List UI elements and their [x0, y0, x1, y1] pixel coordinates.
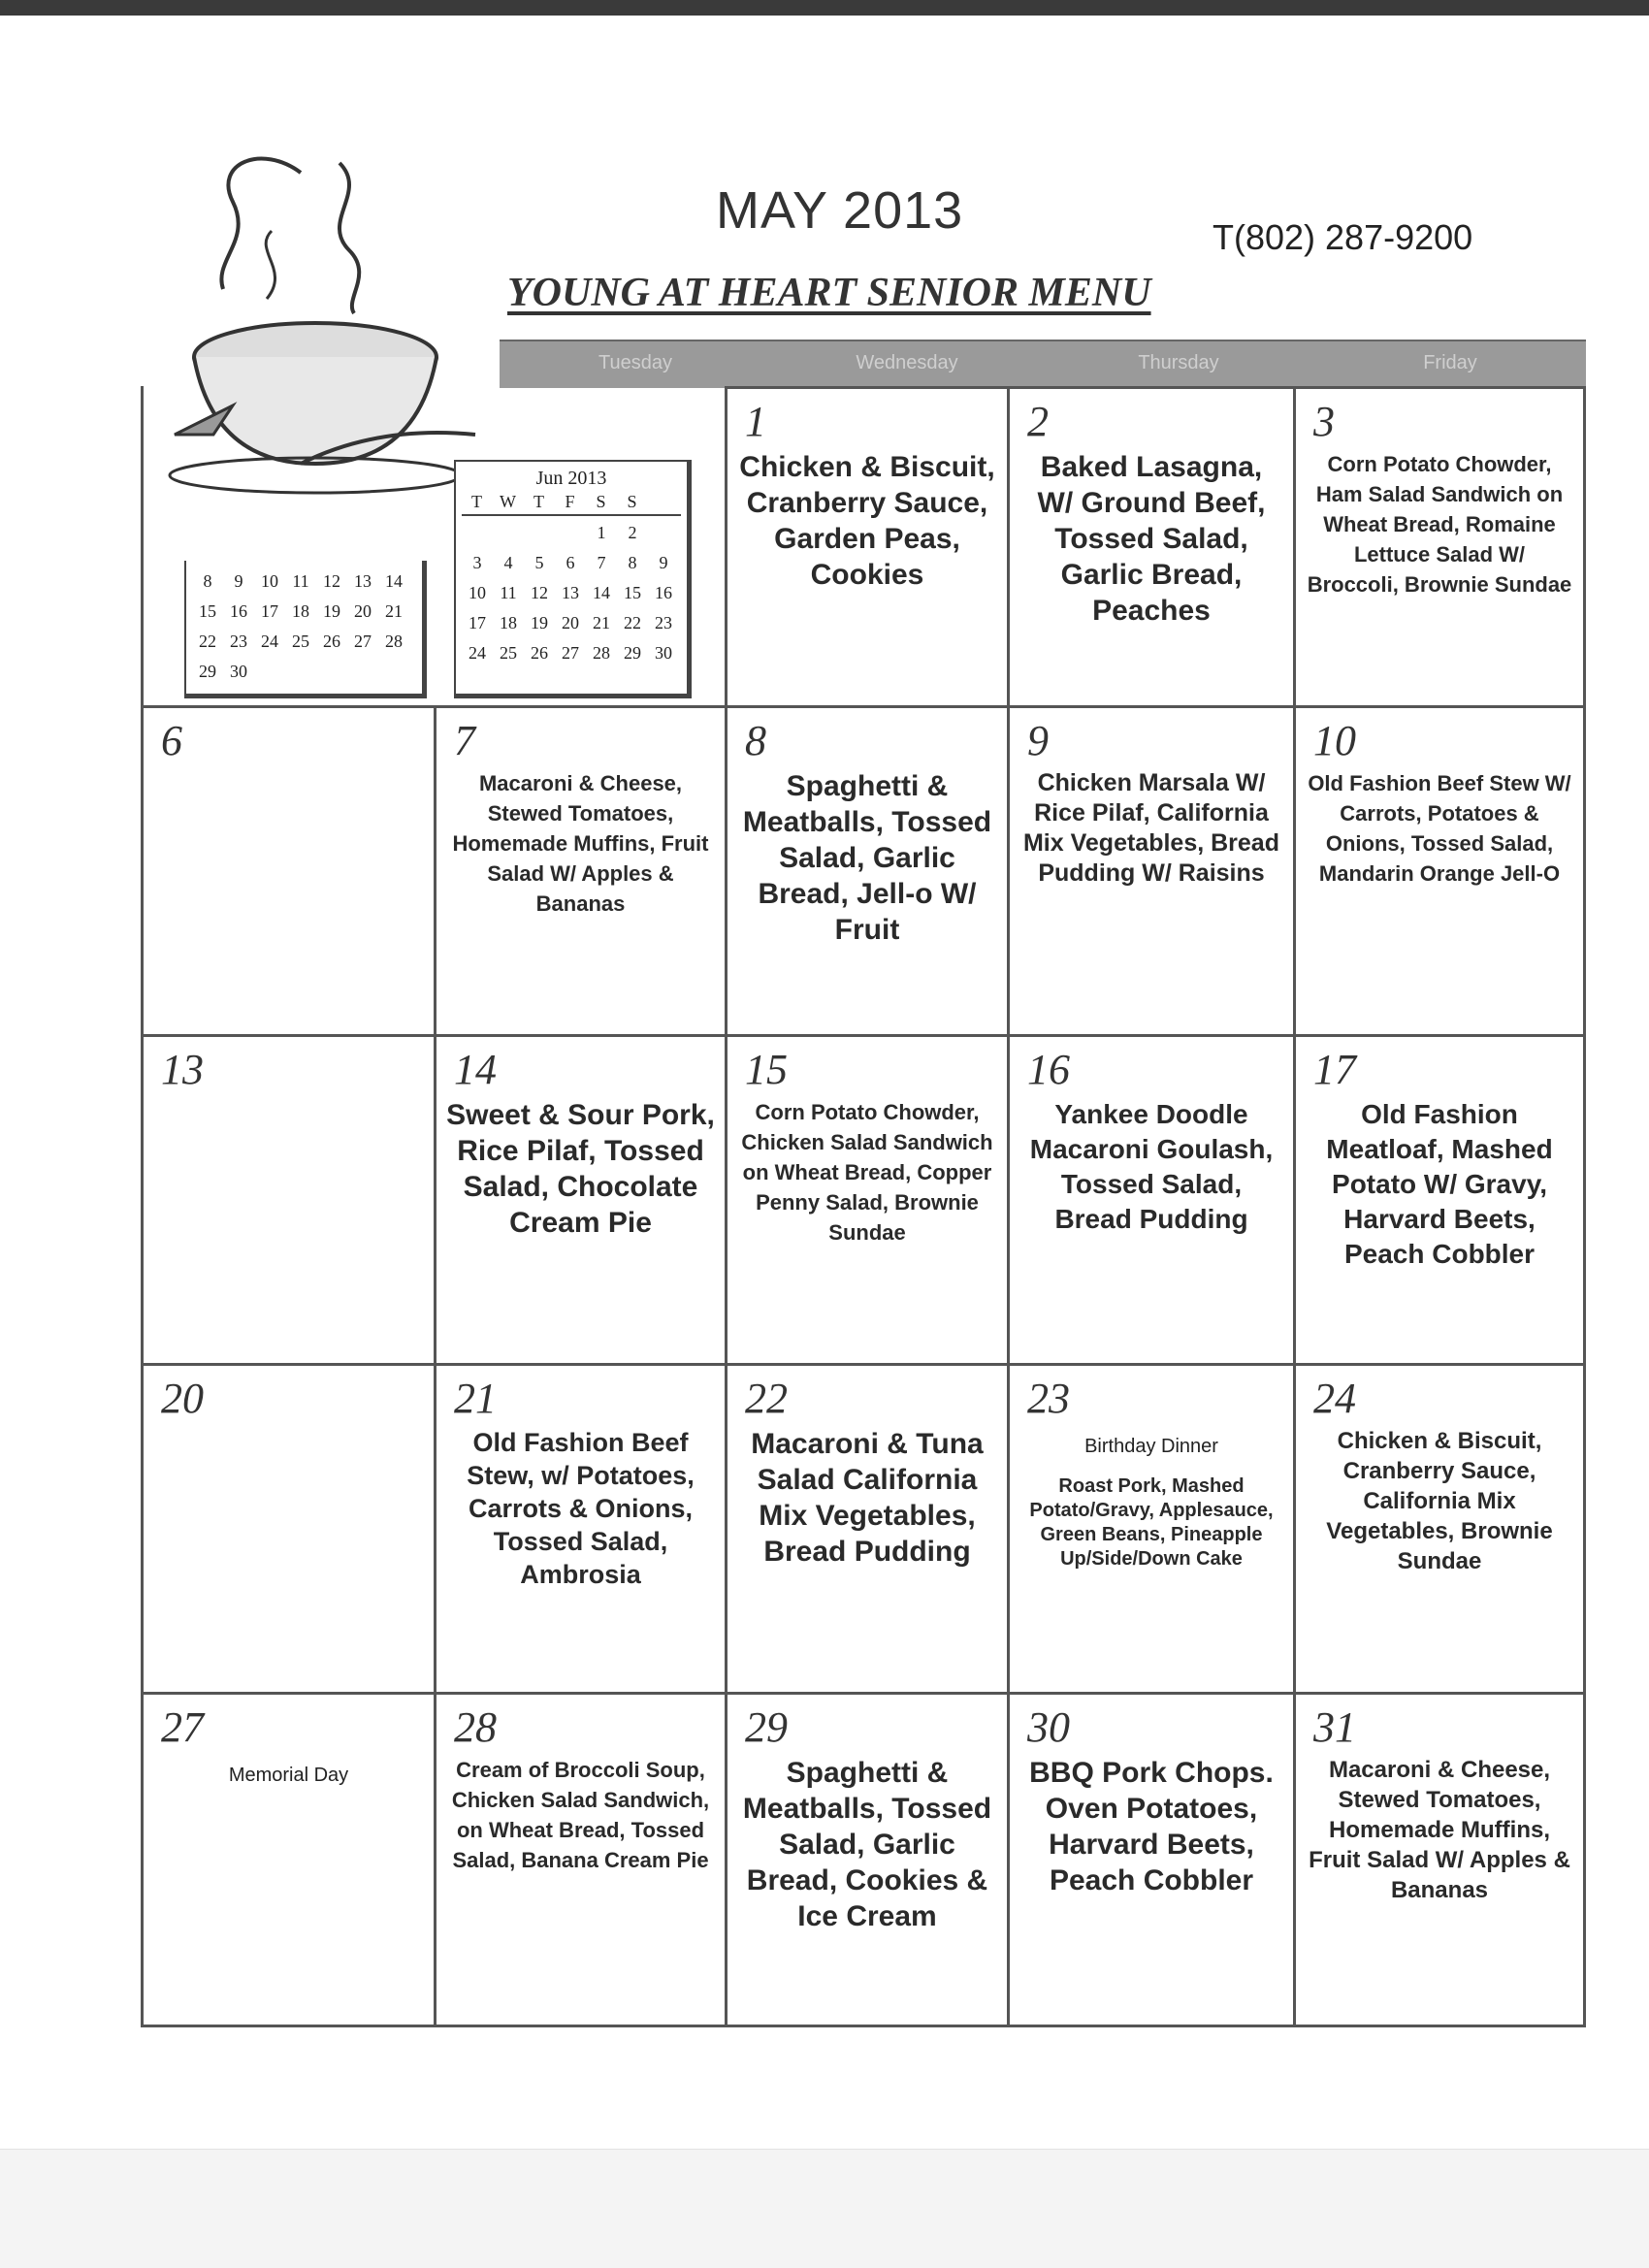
- menu-calendar-grid: [141, 340, 1586, 2027]
- day-cell-9: 9 Chicken Marsala W/ Rice Pilaf, California Mix Vegetables, Bread Pudding W/ Raisins: [1007, 705, 1296, 1037]
- weekday-tuesday: Tuesday: [598, 352, 672, 373]
- day-cell-14: 14 Sweet & Sour Pork, Rice Pilaf, Tossed Salad, Chocolate Cream Pie: [434, 1034, 728, 1366]
- day-cell-10: 10 Old Fashion Beef Stew W/ Carrots, Potatoes & Onions, Tossed Salad, Mandarin Orange Jell-O: [1293, 705, 1586, 1037]
- day-cell-1: 1 Chicken & Biscuit, Cranberry Sauce, Garden Peas, Cookies: [725, 386, 1010, 708]
- birthday-dinner-note: Birthday Dinner: [1084, 1436, 1218, 1457]
- meal-text: Corn Potato Chowder, Chicken Salad Sandwich on Wheat Bread, Copper Penny Salad, Brownie Sundae: [741, 1100, 993, 1245]
- mini-calendar-june: Jun 2013 T W T F S S 1 2 3 4 5 6 7 8 9 10 11 12 13 14 15 16 17 18 19 20 21 22 23 24 25 26 27 28 29 30: [454, 460, 692, 698]
- day-cell-20: 20: [141, 1363, 436, 1695]
- meal-text: Chicken & Biscuit, Cranberry Sauce, Garden Peas, Cookies: [739, 451, 995, 591]
- scan-top-edge: [0, 0, 1649, 16]
- meal-text: Macaroni & Cheese, Stewed Tomatoes, Homemade Muffins, Fruit Salad W/ Apples & Bananas: [1309, 1757, 1570, 1903]
- weekday-thursday: Thursday: [1138, 352, 1219, 373]
- weekday-header: [500, 340, 1586, 388]
- meal-text: Baked Lasagna, W/ Ground Beef, Tossed Salad, Garlic Bread, Peaches: [1037, 451, 1266, 627]
- meal-text: Macaroni & Cheese, Stewed Tomatoes, Homemade Muffins, Fruit Salad W/ Apples & Bananas: [452, 771, 709, 916]
- day-cell-30: 30 BBQ Pork Chops. Oven Potatoes, Harvard Beets, Peach Cobbler: [1007, 1692, 1296, 2027]
- day-cell-22: 22 Macaroni & Tuna Salad California Mix Vegetables, Bread Pudding: [725, 1363, 1010, 1695]
- day-cell-28: 28 Cream of Broccoli Soup, Chicken Salad Sandwich, on Wheat Bread, Tossed Salad, Banana Cream Pie: [434, 1692, 728, 2027]
- meal-text: Old Fashion Meatloaf, Mashed Potato W/ Gravy, Harvard Beets, Peach Cobbler: [1326, 1099, 1553, 1269]
- day-cell-27: 27 Memorial Day: [141, 1692, 436, 2027]
- day-cell-6: 6: [141, 705, 436, 1037]
- day-cell-29: 29 Spaghetti & Meatballs, Tossed Salad, Garlic Bread, Cookies & Ice Cream: [725, 1692, 1010, 2027]
- day-cell-24: 24 Chicken & Biscuit, Cranberry Sauce, California Mix Vegetables, Brownie Sundae: [1293, 1363, 1586, 1695]
- day-cell-13: 13: [141, 1034, 436, 1366]
- meal-text: Chicken Marsala W/ Rice Pilaf, California Mix Vegetables, Bread Pudding W/ Raisins: [1022, 769, 1279, 887]
- meal-text: Chicken & Biscuit, Cranberry Sauce, California Mix Vegetables, Brownie Sundae: [1326, 1428, 1553, 1574]
- meal-text: Spaghetti & Meatballs, Tossed Salad, Garlic Bread, Cookies & Ice Cream: [742, 1757, 992, 1932]
- weekday-wednesday: Wednesday: [856, 352, 958, 373]
- weekday-friday: Friday: [1423, 352, 1477, 373]
- menu-title: YOUNG AT HEART SENIOR MENU: [507, 271, 1151, 315]
- day-cell-8: 8 Spaghetti & Meatballs, Tossed Salad, Garlic Bread, Jell-o W/ Fruit: [725, 705, 1010, 1037]
- day-cell-2: 2 Baked Lasagna, W/ Ground Beef, Tossed Salad, Garlic Bread, Peaches: [1007, 386, 1296, 708]
- mini-calendar-april: 8 9 10 11 12 13 14 15 16 17 18 19 20 21 22 23 24 25 26 27 28 29 30: [184, 561, 427, 698]
- meal-text: Corn Potato Chowder, Ham Salad Sandwich on Wheat Bread, Romaine Lettuce Salad W/ Broccoli, Brownie Sundae: [1307, 452, 1572, 597]
- meal-text: Roast Pork, Mashed Potato/Gravy, Applesauce, Green Beans, Pineapple Up/Side/Down Cake: [1029, 1475, 1274, 1570]
- mini-calendar-june-title: Jun 2013: [535, 468, 607, 489]
- meal-text: Old Fashion Beef Stew, w/ Potatoes, Carrots & Onions, Tossed Salad, Ambrosia: [467, 1428, 695, 1589]
- meal-text: Sweet & Sour Pork, Rice Pilaf, Tossed Salad, Chocolate Cream Pie: [446, 1099, 715, 1239]
- phone-number: T(802) 287-9200: [1212, 217, 1473, 257]
- meal-text: Old Fashion Beef Stew W/ Carrots, Potatoes & Onions, Tossed Salad, Mandarin Orange Jell-O: [1308, 771, 1571, 886]
- scan-bottom-band: [0, 2149, 1649, 2268]
- calendar-cell-header-left: [141, 386, 728, 708]
- day-cell-16: 16 Yankee Doodle Macaroni Goulash, Tossed Salad, Bread Pudding: [1007, 1034, 1296, 1366]
- day-cell-3: 3 Corn Potato Chowder, Ham Salad Sandwich on Wheat Bread, Romaine Lettuce Salad W/ Broccoli, Brownie Sundae: [1293, 386, 1586, 708]
- day-cell-7: 7 Macaroni & Cheese, Stewed Tomatoes, Homemade Muffins, Fruit Salad W/ Apples & Bananas: [434, 705, 728, 1037]
- meal-text: Yankee Doodle Macaroni Goulash, Tossed Salad, Bread Pudding: [1029, 1099, 1274, 1234]
- day-cell-31: 31 Macaroni & Cheese, Stewed Tomatoes, Homemade Muffins, Fruit Salad W/ Apples & Bananas: [1293, 1692, 1586, 2027]
- memorial-day-note: Memorial Day: [228, 1765, 349, 1786]
- meal-text: Spaghetti & Meatballs, Tossed Salad, Garlic Bread, Jell-o W/ Fruit: [742, 770, 992, 946]
- day-cell-15: 15 Corn Potato Chowder, Chicken Salad Sandwich on Wheat Bread, Copper Penny Salad, Brownie Sundae: [725, 1034, 1010, 1366]
- month-title: MAY 2013: [716, 181, 964, 240]
- day-cell-23: 23 Birthday Dinner Roast Pork, Mashed Potato/Gravy, Applesauce, Green Beans, Pineapple Up/Side/Down Cake: [1007, 1363, 1296, 1695]
- meal-text: Cream of Broccoli Soup, Chicken Salad Sandwich, on Wheat Bread, Tossed Salad, Banana Cream Pie: [451, 1758, 710, 1872]
- meal-text: Macaroni & Tuna Salad California Mix Vegetables, Bread Pudding: [751, 1428, 984, 1568]
- day-cell-17: 17 Old Fashion Meatloaf, Mashed Potato W/ Gravy, Harvard Beets, Peach Cobbler: [1293, 1034, 1586, 1366]
- day-cell-21: 21 Old Fashion Beef Stew, w/ Potatoes, Carrots & Onions, Tossed Salad, Ambrosia: [434, 1363, 728, 1695]
- meal-text: BBQ Pork Chops. Oven Potatoes, Harvard Beets, Peach Cobbler: [1029, 1757, 1274, 1896]
